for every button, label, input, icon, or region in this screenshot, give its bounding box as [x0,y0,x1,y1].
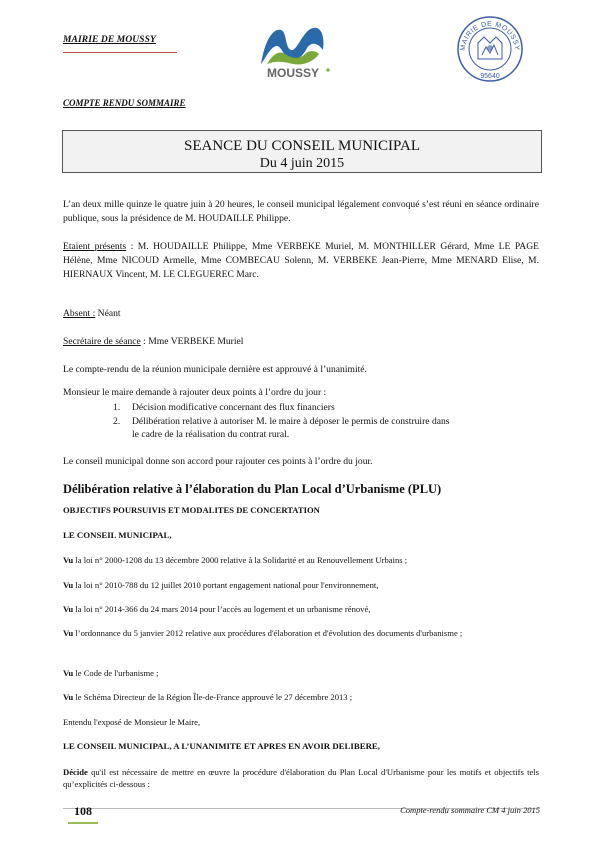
seance-date: Du 4 juin 2015 [259,156,345,171]
seal-stamp-icon [456,15,524,83]
deliberation-heading: Délibération relative à l’élaboration du Plan Local d’Urbanisme (PLU) [63,482,442,496]
unanimite-paragraph: LE CONSEIL MUNICIPAL, A L’UNANIMITE ET APRES EN AVOIR DELIBERE, [63,741,380,751]
points-list [113,401,539,442]
seance-title-box [62,130,542,173]
accord-paragraph: Le conseil municipal donne son accord pour rajouter ces points à l’ordre du jour. [63,456,373,467]
secretaire-paragraph [63,335,539,349]
moussy-logo-icon [247,20,339,82]
mairie-seal [456,15,524,83]
conseil-label: LE CONSEIL MUNICIPAL, [63,530,172,540]
seal-text: MAIRIE DE MOUSSY [459,20,521,52]
seance-title: SEANCE DU CONSEIL MUNICIPAL [184,138,420,154]
logo-text: MOUSSY [266,66,320,80]
list-item-continuation: le cadre de la réalisation du contrat rural. [132,429,290,440]
deliberation-subheading: OBJECTIFS POURSUIVIS ET MODALITES DE CONCERTATION [63,505,320,515]
vu-item: Vu la loi n° 2014-366 du 24 mars 2014 pour l’accès au logement et un urbanisme rénové, [63,604,371,614]
list-item: 2. Délibération relative à autoriser M. le maire à déposer le permis de construire dans [113,415,450,427]
compte-rendu-label: COMPTE RENDU SOMMAIRE [63,98,186,108]
seal-code: 95640 [480,73,500,80]
header-mairie: MAIRIE DE MOUSSY [63,35,156,45]
list-item: 1. Décision modificative concernant des flux financiers [113,402,335,413]
moussy-logo [247,20,339,82]
intro-paragraph: L’an deux mille quinze le quatre juin à 20 heures, le conseil municipal légalement convoqué s’est réuni en séance ordinaire publique, sous la présidence de M. HOUDAILLE Philippe. [63,199,539,224]
absent-label: Absent : [63,308,96,319]
vu-item: Vu la loi n° 2000-1208 du 13 décembre 2000 relative à la Solidarité et au Renouvellement Urbains ; [63,555,408,565]
footer-text: Compte-rendu sommaire CM 4 juin 2015 [400,805,540,815]
absent-text: Néant [95,308,121,319]
decide-paragraph: Décide qu'il est nécessaire de mettre en œuvre la procédure d'élaboration du Plan Local d'Urbanisme pour les motifs et objectifs tels qu’explicités ci-dessous : [63,767,539,789]
secretaire-text: : Mme VERBEKE Muriel [140,336,244,347]
vu-item: Vu le Code de l'urbanisme ; [63,668,159,678]
header-divider [63,52,177,53]
presents-label: Etaient présents [63,241,127,252]
absent-paragraph [63,307,539,321]
presents-text: : M. HOUDAILLE Philippe, Mme VERBEKE Muriel, M. MONTHILLER Gérard, Mme LE PAGE Hélène, Mme NICOUD Armelle, Mme COMBECAU Solenn, M. VERBEKE Jean-Pierre, Mme MENARD Elise, M. HIERNAUX Vincent, M. LE CLEGUEREC Marc. [63,241,539,280]
secretaire-label: Secrétaire de séance [63,336,141,347]
presents-paragraph [63,240,539,282]
approval-paragraph: Le compte-rendu de la réunion municipale dernière est approuvé à l’unanimité. [63,364,367,375]
vu-item: Vu le Schéma Directeur de la Région Île-de-France approuvé le 27 décembre 2013 ; [63,692,353,702]
vu-item: Vu l’ordonnance du 5 janvier 2012 relative aux procédures d'élaboration et d'évolution des documents d'urbanisme ; [63,628,463,638]
request-paragraph: Monsieur le maire demande à rajouter deux points à l’ordre du jour : [63,387,327,398]
vu-item: Vu la loi n° 2010-788 du 12 juillet 2010 portant engagement national pour l'environnement, [63,580,379,590]
page-number: 108 [68,802,98,824]
entendu-paragraph: Entendu l'exposé de Monsieur le Maire, [63,717,201,727]
